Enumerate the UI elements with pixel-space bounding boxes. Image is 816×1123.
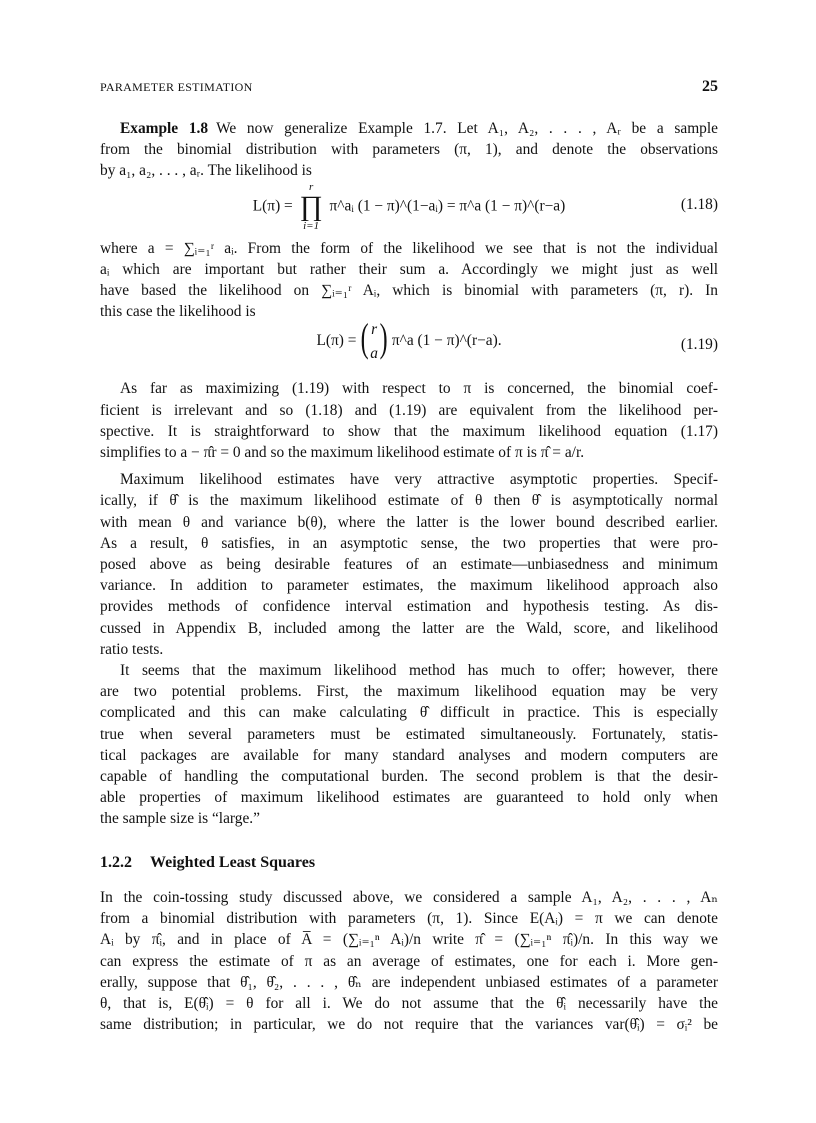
paragraph-asymptotic [100,469,718,660]
page-header [100,78,718,98]
text-line: capable of handling the computational burden. The second problem is that the desir- [100,768,718,786]
text-line: aᵢ which are important but rather their sum a. Accordingly we might just as well [100,260,718,278]
binomial-coefficient [360,315,388,362]
paragraph-problems [100,660,718,830]
text-line: complicated and this can make calculating θ̂ difficult in practice. This is especially [100,704,718,722]
text-line: ically, if θ̂ is the maximum likelihood estimate of θ then θ̂ is asymptotically normal [100,492,718,510]
binomial-top: r [371,321,378,339]
text-line: spective. It is straightforward to show that the maximum likelihood equation (1.17) [100,422,718,440]
left-paren: ( [360,315,369,361]
text-line: It seems that the maximum likelihood method has much to offer; however, there [120,662,718,680]
text-line: true when several parameters must be estimated simultaneously. Fortunately, statis- [100,725,718,743]
equation-body [100,315,718,362]
paragraph-weighted-least-squares [100,887,718,1035]
text-line: same distribution; in particular, we do not require that the variances var(θ̂ᵢ) = σᵢ² be [100,1016,718,1034]
section-heading [100,852,718,873]
text-line: the sample size is “large.” [100,810,260,828]
text-line: can express the estimate of π as an average of estimates, one for each i. More gen- [100,952,718,970]
example-line: from the binomial distribution with parameters (π, 1), and denote the observations [100,141,718,159]
text-line: ficient is irrelevant and so (1.18) and (1.19) are equivalent from the likelihood per- [100,401,718,419]
product-lower-limit: i=1 [303,219,320,232]
text-line: Maximum likelihood estimates have very attractive asymptotic properties. Specif- [120,471,718,489]
text-line: this case the likelihood is [100,303,256,321]
equation-1-19 [100,315,718,378]
text-line: ratio tests. [100,640,164,658]
text-line: cussed in Appendix B, included among the latter are the Wald, score, and likelihood [100,619,718,637]
product-symbol: ∏ [299,190,323,222]
text-line: able properties of maximum likelihood estimates are guaranteed to hold only when [100,789,718,807]
paragraph-maximizing [100,378,718,463]
example-paragraph [100,118,718,182]
text-line: with mean θ and variance b(θ), where the latter is the lower bound described earlier. [100,513,718,531]
product-operator [300,182,323,232]
equation-body [100,182,718,232]
binomial-bottom: a [370,344,378,362]
section-number: 1.2.2 [100,853,132,871]
text-line: As far as maximizing (1.19) with respect to π is concerned, the binomial coef- [120,380,718,398]
text-line: from a binomial distribution with parameters (π, 1). Since E(Aᵢ) = π we can denote [100,910,718,928]
text-line: tical packages are available for many standard analyses and modern computers are [100,746,718,764]
equation-number: (1.18) [680,195,718,213]
example-line-text: We now generalize Example 1.7. Let A₁, A₂, . . . , Aᵣ be a sample [216,120,718,137]
text-line: variance. In addition to parameter estimates, the maximum likelihood approach also [100,577,718,595]
text-line: θ, that is, E(θ̂ᵢ) = θ for all i. We do not assume that the θ̂ᵢ necessarily have the [100,994,718,1012]
page-number: 25 [702,78,718,95]
text-line: erally, suppose that θ̂₁, θ̂₂, . . . , θ̂ₙ are independent unbiased estimates of a parameter [100,973,718,991]
text-line: In the coin-tossing study discussed above, we considered a sample A₁, A₂, . . . , Aₙ [100,888,718,906]
equation-rhs: π^aᵢ (1 − π)^(1−aᵢ) = π^a (1 − π)^(r−a) [329,197,566,215]
text-line: where a = ∑ᵢ₌₁ʳ aᵢ. From the form of the likelihood we see that is not the individual [100,239,718,257]
section-title: Weighted Least Squares [150,853,316,871]
page-body [100,118,718,1035]
running-head: PARAMETER ESTIMATION [100,80,253,94]
equation-number: (1.19) [680,336,718,354]
text-line: provides methods of confidence interval estimation and hypothesis testing. As dis- [100,598,718,616]
text-line: have based the likelihood on ∑ᵢ₌₁ʳ Aᵢ, which is binomial with parameters (π, r). In [100,282,718,300]
text-line: As a result, θ satisfies, in an asymptotic sense, the two properties that were pro- [100,534,718,552]
equation-lhs: L(π) = [316,332,357,350]
text-line: simplifies to a − π̂r = 0 and so the maximum likelihood estimate of π is π̂ = a/r. [100,444,585,462]
equation-1-18 [100,182,718,238]
equation-lhs: L(π) = [252,197,293,215]
example-line: by a₁, a₂, . . . , aᵣ. The likelihood is [100,162,312,180]
right-paren: ) [379,315,388,361]
example-label: Example 1.8 [120,120,209,137]
text-line: are two potential problems. First, the maximum likelihood equation may be very [100,683,718,701]
text-line: Aᵢ by π̂ᵢ, and in place of A̅ = (∑ᵢ₌₁ⁿ Aᵢ)/n write π̂ = (∑ᵢ₌₁ⁿ π̂ᵢ)/n. In this way we [100,931,718,949]
paragraph-after-eq-1-18 [100,238,718,323]
text-line: posed above as being desirable features of an estimate—unbiasedness and minimum [100,556,718,574]
example-line [100,118,718,139]
product-upper-limit: r [308,180,314,193]
equation-rhs: π^a (1 − π)^(r−a). [391,332,502,350]
